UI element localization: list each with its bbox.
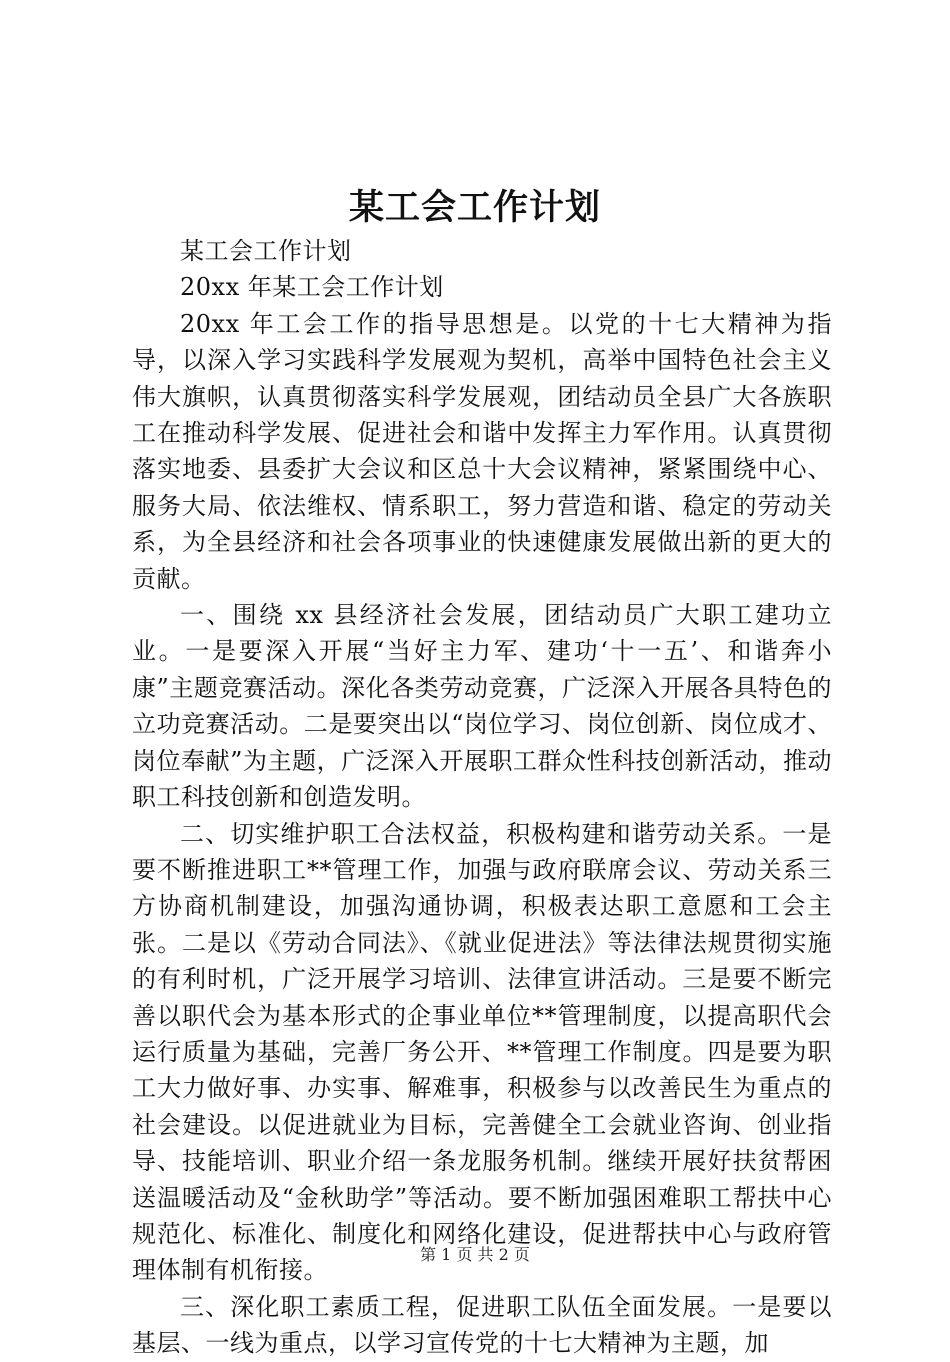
paragraph-section-one: 一、围绕 xx 县经济社会发展，团结动员广大职工建功立业。一是要深入开展“当好主力军、建功‘十一五’、和谐奔小康”主题竞赛活动。深化各类劳动竞赛，广泛深入开展各具特色的立功竞赛活动。二是要突出以“岗位学习、岗位创新、岗位成才、岗位奉献”为主题，广泛深入开展职工群众性科技创新活动，推动职工科技创新和创造发明。 [132,601,832,812]
paragraph-subtitle: 某工会工作计划 [180,237,352,265]
paragraph-guiding-ideology: 20xx 年工会工作的指导思想是。以党的十七大精神为指导，以深入学习实践科学发展观为契机，高举中国特色社会主义伟大旗帜，认真贯彻落实科学发展观，团结动员全县广大各族职工在推动科学发展、促进社会和谐中发挥主力军作用。认真贯彻落实地委、县委扩大会议和区总十大会议精神，紧紧围绕中心、服务大局、依法维权、情系职工，努力营造和谐、稳定的劳动关系，为全县经济和社会各项事业的快速健康发展做出新的更大的贡献。 [132,309,832,593]
page-footer: 第 1 页 共 2 页 [420,1245,530,1264]
document-title: 某工会工作计划 [348,187,601,228]
paragraph-section-three: 三、深化职工素质工程，促进职工队伍全面发展。一是要以基层、一线为重点，以学习宣传党的十七大精神为主题，加 [132,1292,832,1358]
paragraph-plan-title: 20xx 年某工会工作计划 [180,273,444,302]
document-body [132,233,832,1362]
paragraph-section-two: 二、切实维护职工合法权益，积极构建和谐劳动关系。一是要不断推进职工**管理工作，加强与政府联席会议、劳动关系三方协商机制建设，加强沟通协调，积极表达职工意愿和工会主张。二是以《劳动合同法》、《就业促进法》等法律法规贯彻实施的有利时机，广泛开展学习培训、法律宣讲活动。三是要不断完善以职代会为基本形式的企事业单位**管理制度，以提高职代会运行质量为基础，完善厂务公开、**管理工作制度。四是要为职工大力做好事、办实事、解难事，积极参与以改善民生为重点的社会建设。以促进就业为目标，完善健全工会就业咨询、创业指导、技能培训、职业介绍一条龙服务机制。继续开展好扶贫帮困送温暖活动及“金秋助学”等活动。要不断加强困难职工帮扶中心规范化、标准化、制度化和网络化建设，促进帮扶中心与政府管理体制有机衔接。 [132,819,832,1285]
